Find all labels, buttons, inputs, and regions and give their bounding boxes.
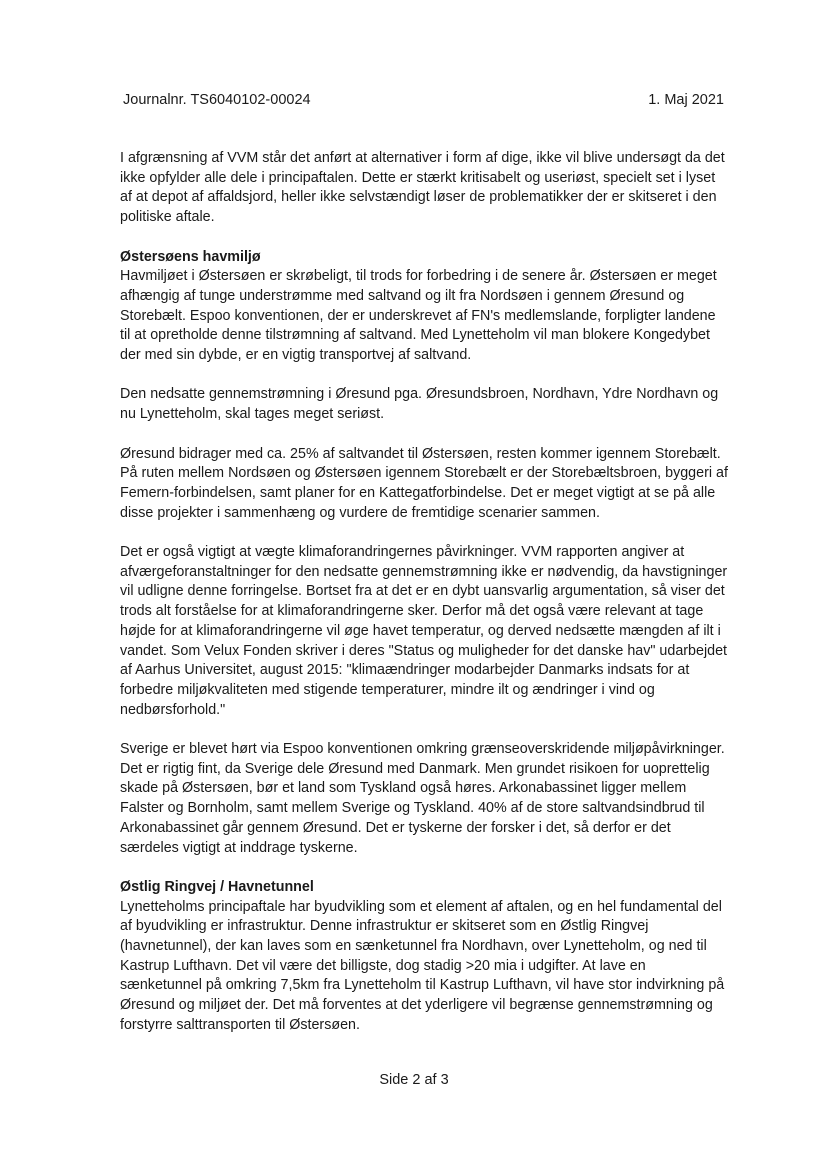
paragraph: Havmiljøet i Østersøen er skrøbeligt, til trods for forbedring i de senere år. Østersøen er meget afhængig af tunge understrømme med saltvand og ilt fra Nordsøen i gennem Øresund og Storebælt. Espoo konventionen, der er underskrevet af FN's medlemslande, forpligter landene til at opretholde denne tilstrømning af saltvand. Med Lynetteholm vil man blokere Kongedybet der med sin dybde, er en vigtig transportvej af saltvand. <box>120 268 717 364</box>
paragraph: Øresund bidrager med ca. 25% af saltvandet til Østersøen, resten kommer igennem Storebælt. På ruten mellem Nordsøen og Østersøen igennem Storebælt er der Storebæltsbroen, byggeri af Femern-forbindelsen, samt planer for en Kattegatforbindelse. Det er meget vigtigt at se på alle disse projekter i sammenhæng og vurdere de fremtidige scenarier sammen. <box>120 445 728 521</box>
paragraph: Den nedsatte gennemstrømning i Øresund pga. Øresundsbroen, Nordhavn, Ydre Nordhavn og nu Lynetteholm, skal tages meget seriøst. <box>120 386 719 423</box>
paragraph: Det er også vigtigt at vægte klimaforandringernes påvirkninger. VVM rapporten angiver at afværgeforanstaltninger for den nedsatte gennemstrømning ikke er nødvendig, da havstigninger vil udligne denne forringelse. Bortset fra at det er en dybt uansvarlig argumentation, så viser det trods alt forståelse for at klimaforandringerne sker. Derfor må det også være relevant at tage højde for at klimaforandringerne vil øge havet temperatur, og derved nedsætte mængden af ilt i vandet. Som Velux Fonden skriver i deres "Status og muligheder for det danske hav" udarbejdet af Aarhus Universitet, august 2015: "klimaændringer modarbejder Danmarks indsats for at forbedre miljøkvaliteten med stigende temperaturer, mindre ilt og ændringer i vind og nedbørsforhold." <box>120 544 728 718</box>
section-heading: Østlig Ringvej / Havnetunnel <box>120 878 314 895</box>
section-heading: Østersøens havmiljø <box>120 248 261 265</box>
intro-paragraph: I afgrænsning af VVM står det anført at alternativer i form af dige, ikke vil blive undersøgt da det ikke opfylder alle dele i principaftalen. Dette er stærkt kritisabelt og useriøst, specielt set i lyset af at depot af affaldsjord, heller ikke selvstændigt løser de problematikker der er skitseret i den politiske aftale. <box>120 150 725 226</box>
journal-number: Journalnr. TS6040102-00024 <box>123 92 311 108</box>
paragraph: Sverige er blevet hørt via Espoo konventionen omkring grænseoverskridende miljøpåvirkninger. Det er rigtig fint, da Sverige dele Øresund med Danmark. Men grundet risikoen for uoprettelig skade på Østersøen, bør et land som Tyskland også høres. Arkonabassinet ligger mellem Falster og Bornholm, samt mellem Sverige og Tyskland. 40% af de store saltvandsindbrud til Arkonabassinet går gennem Øresund. Det er tyskerne der forsker i det, så derfor er det særdeles vigtigt at inddrage tyskerne. <box>120 741 725 856</box>
paragraph: Lynetteholms principaftale har byudvikling som et element af aftalen, og en hel fundamental del af byudvikling er infrastruktur. Denne infrastruktur er skitseret som en Østlig Ringvej (havnetunnel), der kan laves som en sænketunnel fra Nordhavn, over Lynetteholm, og ned til Kastrup Lufthavn. Det vil være det billigste, dog stadig >20 mia i udgifter. At lave en sænketunnel på omkring 7,5km fra Lynetteholm til Kastrup Lufthavn, vil have stor indvirkning på Øresund og miljøet der. Det må forventes at det yderligere vil begrænse gennemstrømning og forstyrre salttransporten til Østersøen. <box>120 898 725 1033</box>
section-ringvej <box>120 878 728 1036</box>
document-date: 1. Maj 2021 <box>648 92 724 108</box>
page-number: Side 2 af 3 <box>379 1072 449 1088</box>
document-body <box>120 149 728 1055</box>
section-ostersoen <box>120 248 728 366</box>
page-header <box>123 90 724 110</box>
